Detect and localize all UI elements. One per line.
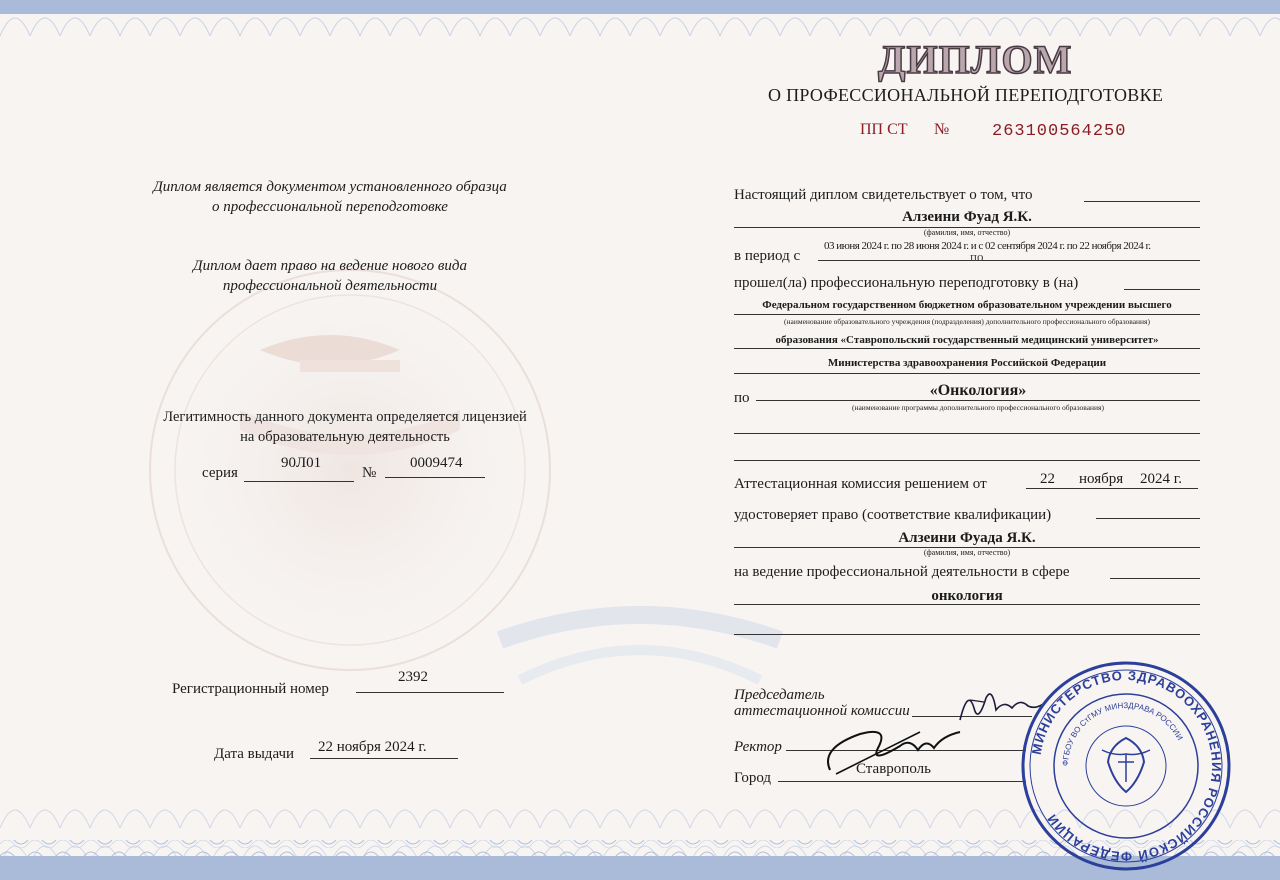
diploma-subtitle: О ПРОФЕССИОНАЛЬНОЙ ПЕРЕПОДГОТОВКЕ (768, 85, 1164, 105)
status-line-2: о профессиональной переподготовке (212, 199, 448, 215)
name-caption: (фамилия, имя, отчество) (923, 228, 1011, 237)
city-label: Город (734, 770, 772, 786)
reg-number-label: Регистрационный номер (172, 681, 329, 697)
sphere-underline (734, 604, 1200, 605)
diploma-title: ДИПЛОМ (878, 37, 1073, 82)
commission-month: ноября (1079, 471, 1124, 487)
commission-day: 22 (1040, 471, 1055, 487)
svg-text:ФГБОУ ВО СтГМУ МИНЗДРАВА РОССИ: ФГБОУ ВО СтГМУ МИНЗДРАВА РОССИИ (1060, 700, 1185, 767)
chairman-line-1: Председатель (734, 687, 825, 703)
rights-line-2: профессиональной деятельности (222, 278, 438, 294)
name-caption-2: (фамилия, имя, отчество) (923, 548, 1011, 557)
license-series-line (244, 481, 354, 482)
rights-line-1: Диплом дает право на ведение нового вида (193, 258, 467, 274)
certify-line (1084, 201, 1200, 202)
institution-line-3: Министерства здравоохранения Российской Федерации (827, 357, 1107, 369)
program-name: «Онкология» (929, 382, 1027, 399)
commission-text: Аттестационная комиссия решением от (734, 476, 987, 492)
institution-line-2: образования «Ставропольский государственный медицинский университет» (775, 334, 1159, 346)
number-sign: № (934, 121, 950, 138)
holder-name: Алзеини Фуад Я.К. (902, 209, 1032, 225)
holder-name-genitive: Алзеини Фуада Я.К. (898, 530, 1036, 546)
issue-date-value: 22 ноября 2024 г. (318, 739, 427, 755)
rector-signature (800, 708, 1000, 788)
license-line-1: Легитимность данного документа определяется лицензией (163, 409, 527, 425)
institution-underline-1 (734, 314, 1200, 315)
issue-date-label: Дата выдачи (214, 746, 295, 762)
institution-underline-3 (734, 373, 1200, 374)
sphere-extra-line (734, 634, 1200, 635)
rector-label: Ректор (734, 739, 782, 755)
qualification-text: удостоверяет право (соответствие квалификации) (734, 507, 1052, 523)
license-series-value: 90Л01 (281, 455, 322, 471)
program-extra-line-2 (734, 460, 1200, 461)
license-number-line (385, 477, 485, 478)
institution-caption: (наименование образовательного учреждения (подразделения) дополнительного профессионального образования) (783, 317, 1150, 326)
sphere-line (1110, 578, 1200, 579)
commission-date-line (1026, 488, 1198, 489)
program-extra-line-1 (734, 433, 1200, 434)
license-line-2: на образовательную деятельность (240, 429, 450, 445)
qualification-line (1096, 518, 1200, 519)
period-line (818, 260, 1200, 261)
passed-text: прошел(ла) профессиональную переподготовку в (на) (734, 275, 1079, 291)
institution-line-1: Федеральном государственном бюджетном образовательном учреждении высшего (762, 299, 1172, 311)
program-line (756, 400, 1200, 401)
license-number-value: 0009474 (410, 455, 463, 471)
svg-text:МИНИСТЕРСТВО ЗДРАВООХРАНЕНИЯ Р: МИНИСТЕРСТВО ЗДРАВООХРАНЕНИЯ РОССИЙСКОЙ ФЕДЕРАЦИИ (1028, 667, 1225, 865)
license-series-label: серия (202, 465, 238, 481)
reg-number-value: 2392 (398, 669, 428, 685)
issue-date-line (310, 758, 458, 759)
institution-underline-2 (734, 348, 1200, 349)
diploma-number: 263100564250 (992, 122, 1127, 141)
commission-year: 2024 г. (1140, 471, 1182, 487)
reg-number-line (356, 692, 504, 693)
diploma-series: ПП СТ (860, 121, 908, 138)
period-label: в период с (734, 248, 801, 264)
program-label: по (734, 390, 750, 406)
period-to-label: по (970, 249, 984, 264)
sphere-text: на ведение профессиональной деятельности в сфере (734, 564, 1070, 580)
sphere-value: онкология (931, 588, 1003, 604)
passed-line (1124, 289, 1200, 290)
period-value: 03 июня 2024 г. по 28 июня 2024 г. и с 02 сентября 2024 г. по 22 ноября 2024 г. (824, 240, 1151, 252)
certify-text: Настоящий диплом свидетельствует о том, что (734, 187, 1033, 203)
city-value: Ставрополь (856, 761, 931, 777)
status-line-1: Диплом является документом установленного образца (153, 179, 507, 195)
license-number-label: № (362, 465, 377, 481)
official-seal (1018, 658, 1234, 874)
program-caption: (наименование программы дополнительного профессионального образования) (851, 403, 1105, 412)
chairman-line-2: аттестационной комиссии (734, 703, 910, 719)
